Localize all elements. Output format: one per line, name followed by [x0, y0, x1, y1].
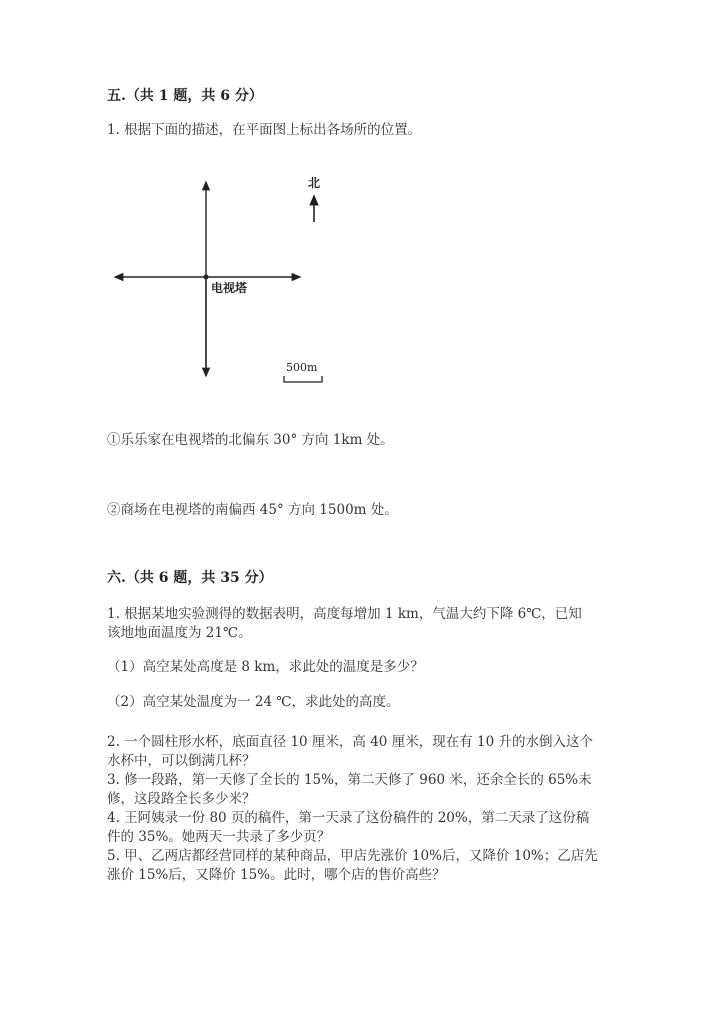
- item-1: ①乐乐家在电视塔的北偏东 30° 方向 1km 处。: [107, 432, 394, 448]
- question-6-1-line1: 1. 根据某地实验测得的数据表明，高度每增加 1 km，气温大约下降 6℃，已知: [107, 606, 582, 622]
- question-6-2-line1: 2. 一个圆柱形水杯，底面直径 10 厘米，高 40 厘米，现在有 10 升的水倒入这个: [107, 734, 593, 750]
- map-diagram: [0, 0, 720, 400]
- question-6-4-line2: 件的 35%。她两天一共录了多少页？: [107, 829, 331, 845]
- question-6-1-sub1: （1）高空某处高度是 8 km，求此处的温度是多少？: [107, 659, 424, 675]
- question-5-1: 1. 根据下面的描述，在平面图上标出各场所的位置。: [107, 122, 422, 138]
- question-6-3-line1: 3. 修一段路，第一天修了全长的 15%，第二天修了 960 米，还余全长的 65%未: [107, 772, 592, 788]
- question-6-1-line2: 该地地面温度为 21℃。: [107, 625, 252, 641]
- question-6-1-sub2: （2）高空某处温度为一 24 ℃，求此处的高度。: [107, 694, 400, 710]
- item-2: ②商场在电视塔的南偏西 45° 方向 1500m 处。: [107, 502, 398, 518]
- scale-bar: [284, 376, 322, 382]
- question-6-3-line2: 修，这段路全长多少米？: [107, 791, 256, 807]
- section-5-heading: 五.（共 1 题，共 6 分）: [107, 88, 263, 104]
- north-label: 北: [308, 176, 321, 190]
- tv-tower-label: 电视塔: [211, 281, 248, 295]
- question-6-2-line2: 水杯中，可以倒满几杯？: [107, 753, 256, 769]
- scale-label: 500m: [286, 361, 318, 374]
- question-6-5-line2: 涨价 15%后，又降价 15%。此时，哪个店的售价高些？: [107, 867, 446, 883]
- section-6-heading: 六.（共 6 题，共 35 分）: [107, 570, 273, 586]
- question-6-4-line1: 4. 王阿姨录一份 80 页的稿件，第一天录了这份稿件的 20%，第二天录了这份稿: [107, 810, 590, 826]
- tv-tower-point: [204, 275, 209, 280]
- question-6-5-line1: 5. 甲、乙两店都经营同样的某种商品，甲店先涨价 10%后，又降价 10%；乙店先: [107, 848, 598, 864]
